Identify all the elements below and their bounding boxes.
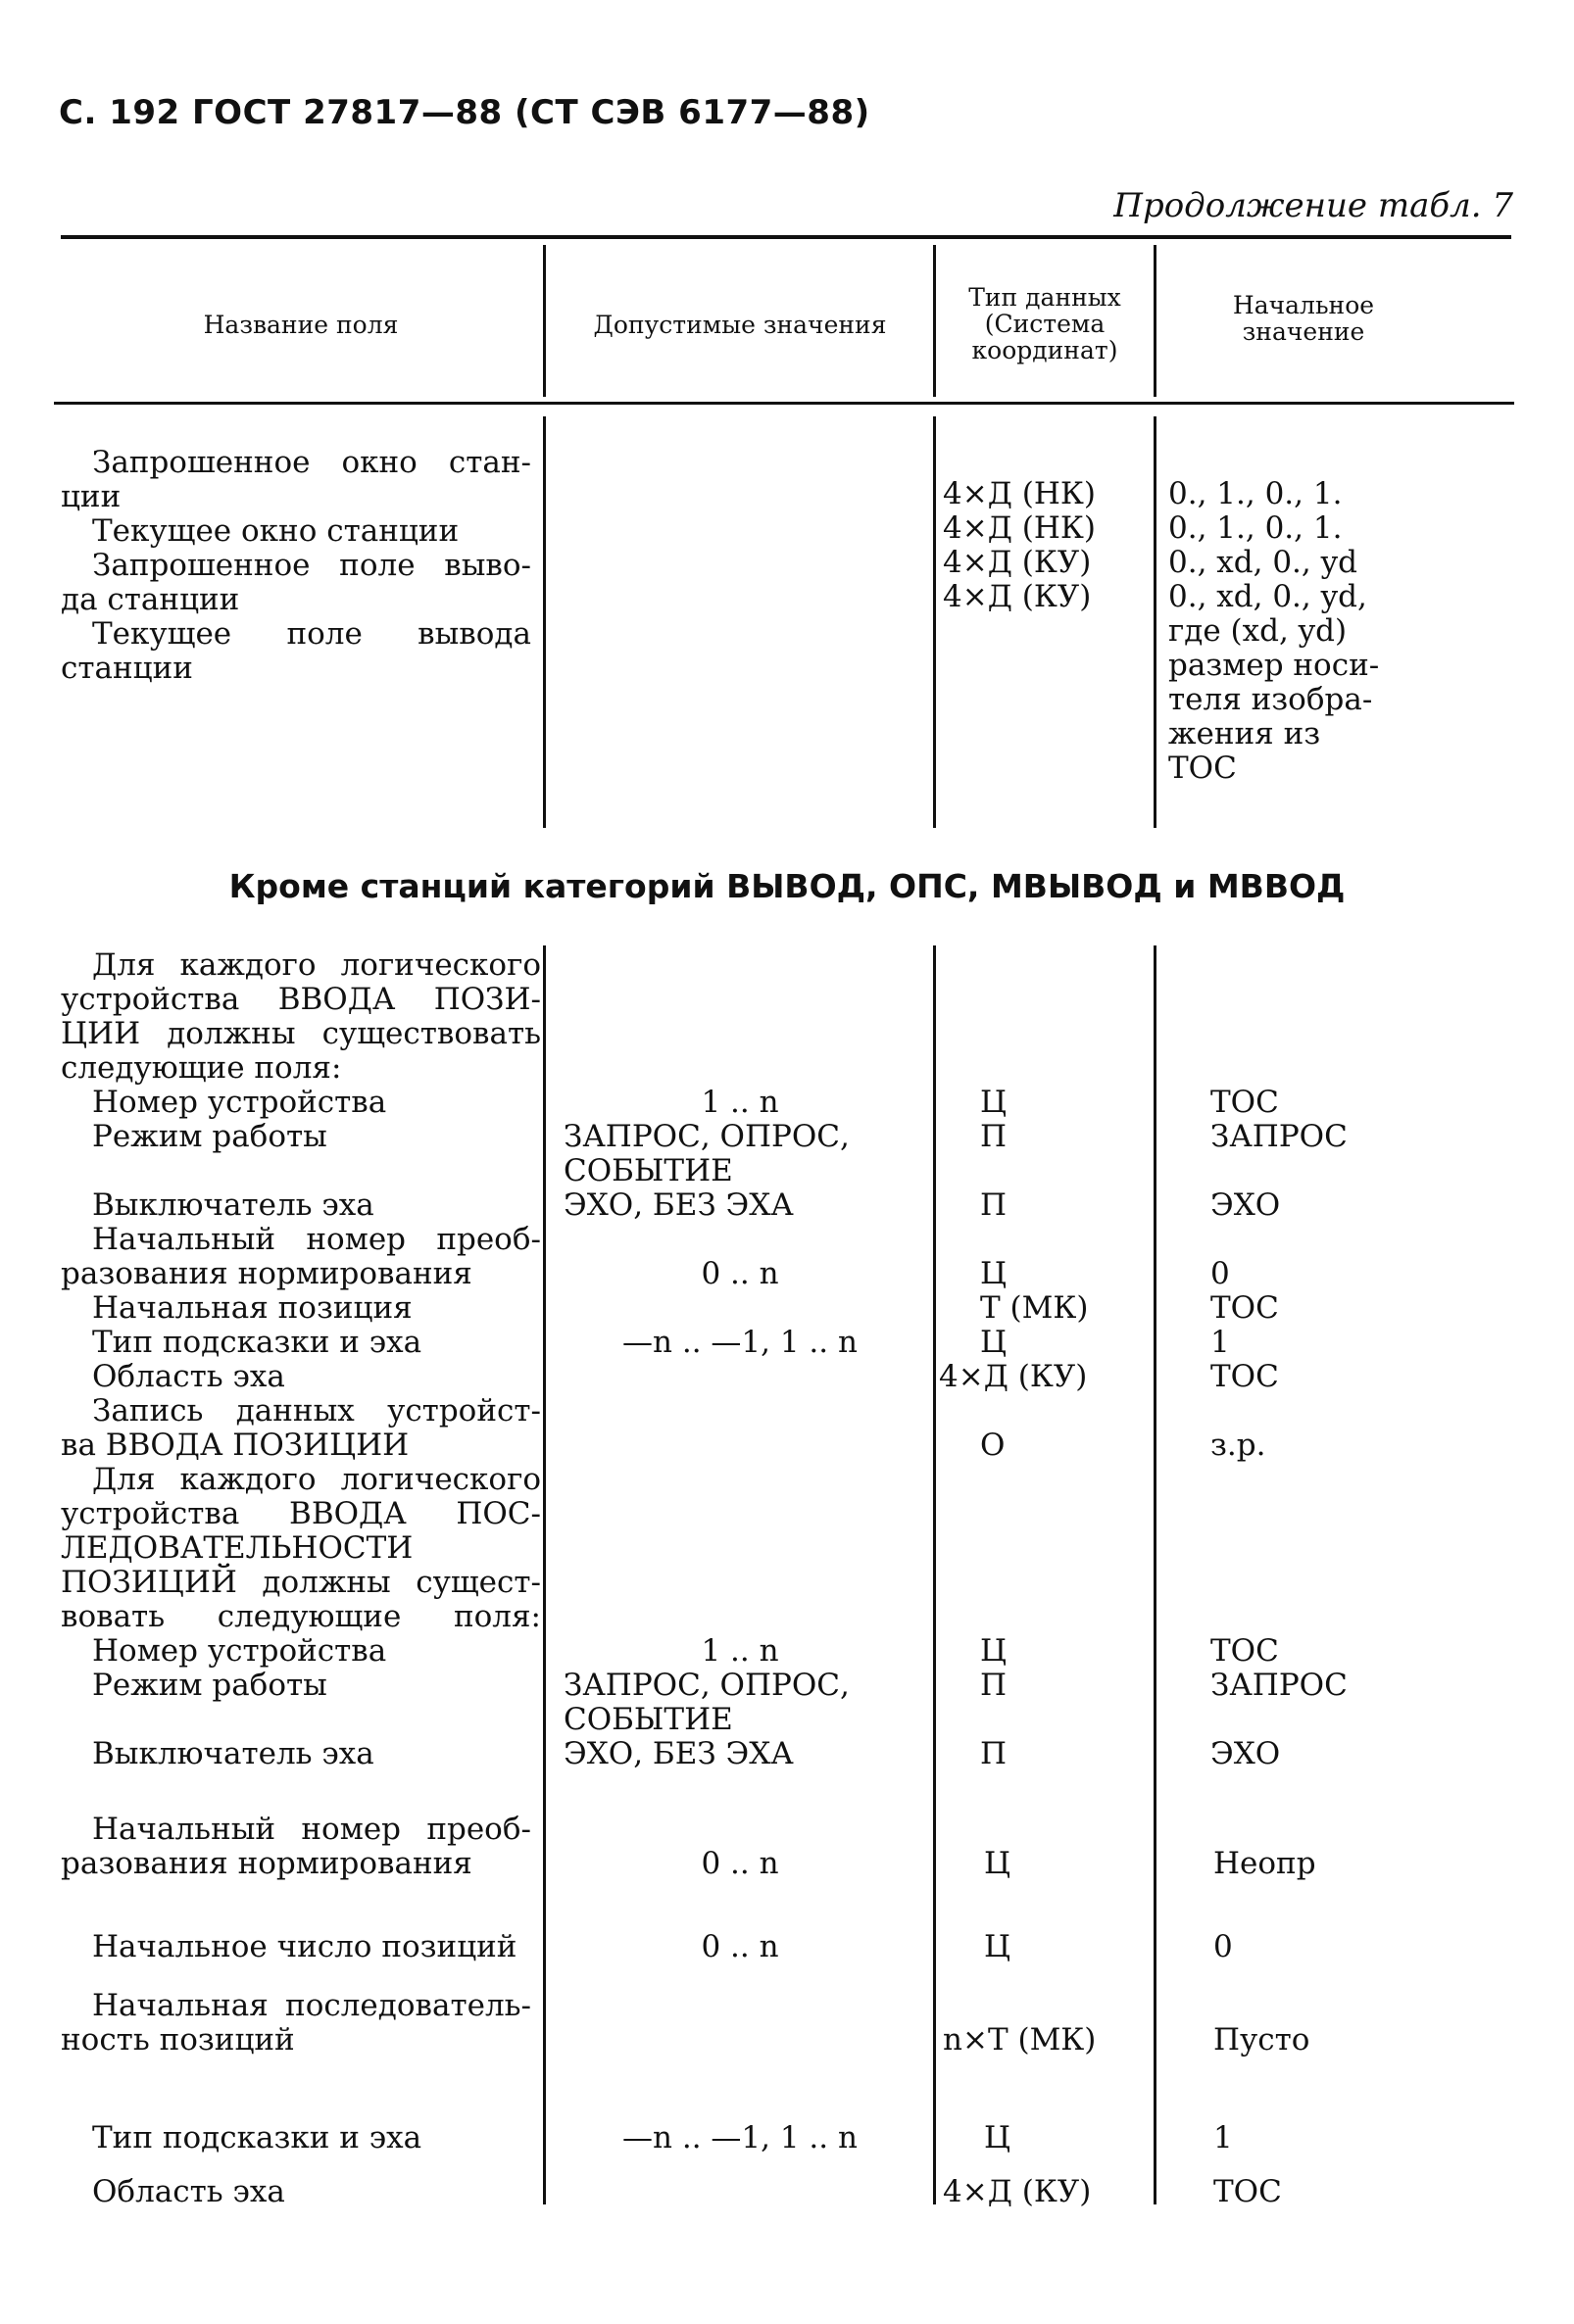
allowed-value: —n .. —1, 1 .. n xyxy=(622,1325,858,1360)
allowed-value: ЭХО, БЕЗ ЭХА xyxy=(564,1187,794,1223)
initial-value: ТОС xyxy=(1210,1290,1279,1326)
field-name-line: Начальная позиция xyxy=(92,1290,413,1326)
initial-value: Пусто xyxy=(1213,2022,1310,2058)
data-type: Ц xyxy=(984,1929,1011,1964)
data-type: 4×Д (КУ) xyxy=(939,1359,1088,1394)
data-type: Ц xyxy=(980,1256,1008,1291)
field-name-line: Начальная последователь- xyxy=(92,1988,531,2023)
allowed-value: ЭХО, БЕЗ ЭХА xyxy=(564,1736,794,1771)
block1-divider-2 xyxy=(933,416,936,828)
page-header: С. 192 ГОСТ 27817—88 (СТ СЭВ 6177—88) xyxy=(59,93,870,132)
field-name-line: следующие поля: xyxy=(61,1050,342,1086)
initial-value: ЗАПРОС xyxy=(1210,1668,1348,1703)
header-line: координат) xyxy=(971,336,1118,364)
initial-value: теля изобра- xyxy=(1168,682,1373,717)
data-type: Ц xyxy=(980,1325,1008,1360)
allowed-value: 0 .. n xyxy=(701,1846,779,1881)
field-name-line: Начальное число позиций xyxy=(92,1929,517,1964)
column-header-name: Название поля xyxy=(203,311,399,339)
header-divider-1 xyxy=(543,245,546,397)
field-name-line: Выключатель эха xyxy=(92,1736,374,1771)
header-divider-2 xyxy=(933,245,936,397)
allowed-value: 1 .. n xyxy=(701,1085,779,1120)
allowed-value: 1 .. n xyxy=(701,1633,779,1669)
field-name-line: Выключатель эха xyxy=(92,1187,374,1223)
field-name-line: Номер устройства xyxy=(92,1085,387,1120)
column-header-values: Допустимые значения xyxy=(593,311,887,339)
field-name-line: устройства ВВОДА ПОС- xyxy=(61,1496,541,1531)
initial-value: 0., xd, 0., yd xyxy=(1168,545,1357,580)
field-name-line: Запрошенное поле выво- xyxy=(92,548,531,583)
allowed-value: 0 .. n xyxy=(701,1256,779,1291)
data-type: П xyxy=(980,1668,1008,1703)
field-name-line: Номер устройства xyxy=(92,1633,387,1669)
allowed-value: СОБЫТИЕ xyxy=(564,1153,733,1188)
initial-value: ЭХО xyxy=(1210,1736,1281,1771)
field-name-line: ность позиций xyxy=(61,2022,295,2058)
initial-value: 0 xyxy=(1213,1929,1233,1964)
field-name-line: Начальный номер преоб- xyxy=(92,1222,541,1257)
data-type: П xyxy=(980,1187,1008,1223)
initial-value: ТОС xyxy=(1213,2174,1282,2209)
table-top-rule xyxy=(61,235,1511,239)
data-type: П xyxy=(980,1736,1008,1771)
initial-value: 1 xyxy=(1213,2120,1233,2155)
initial-value: жения из xyxy=(1168,716,1321,751)
data-type: 4×Д (КУ) xyxy=(943,545,1092,580)
field-name-line: ЦИИ должны существовать xyxy=(61,1016,541,1051)
section-title: Кроме станций категорий ВЫВОД, ОПС, МВЫВОД и МВВОД xyxy=(228,867,1346,905)
field-name-line: Для каждого логического xyxy=(92,947,541,983)
initial-value: ТОС xyxy=(1210,1359,1279,1394)
data-type: n×Т (МК) xyxy=(943,2022,1097,2058)
initial-value: где (xd, yd) xyxy=(1168,613,1348,649)
field-name-line: Для каждого логического xyxy=(92,1462,541,1497)
data-type: 4×Д (НК) xyxy=(943,510,1096,546)
field-name-line: разования нормирования xyxy=(61,1256,472,1291)
header-bottom-rule xyxy=(54,402,1514,405)
block3-rows xyxy=(0,1813,1574,2224)
field-name-line: ЛЕДОВАТЕЛЬНОСТИ xyxy=(61,1530,414,1566)
field-name-line: разования нормирования xyxy=(61,1846,472,1881)
data-type: О xyxy=(980,1428,1006,1463)
field-name-line: Режим работы xyxy=(92,1668,327,1703)
data-type: Ц xyxy=(984,2120,1011,2155)
block1-divider-3 xyxy=(1154,416,1156,828)
data-type: 4×Д (КУ) xyxy=(943,2174,1092,2209)
field-name-line: станции xyxy=(61,651,193,686)
allowed-value: 0 .. n xyxy=(701,1929,779,1964)
allowed-value: СОБЫТИЕ xyxy=(564,1702,733,1737)
field-name-line: Тип подсказки и эха xyxy=(92,2120,422,2155)
field-name-line: Запрошенное окно стан- xyxy=(92,445,531,480)
field-name-line: устройства ВВОДА ПОЗИ- xyxy=(61,982,541,1017)
initial-value: 0., 1., 0., 1. xyxy=(1168,476,1343,511)
initial-value: ТОС xyxy=(1210,1633,1279,1669)
field-name-line: Тип подсказки и эха xyxy=(92,1325,422,1360)
field-name-line: ПОЗИЦИЙ должны сущест- xyxy=(61,1565,541,1600)
data-type: Т (МК) xyxy=(980,1290,1089,1326)
allowed-value: ЗАПРОС, ОПРОС, xyxy=(564,1668,850,1703)
column-header-initial xyxy=(1156,292,1451,345)
data-type: Ц xyxy=(980,1633,1008,1669)
initial-value: ТОС xyxy=(1168,750,1237,786)
initial-value: 1 xyxy=(1210,1325,1230,1360)
header-line: Начальное xyxy=(1232,291,1375,319)
field-name-line: Режим работы xyxy=(92,1119,327,1154)
data-type: 4×Д (НК) xyxy=(943,476,1096,511)
table-continuation-label: Продолжение табл. 7 xyxy=(1113,186,1513,225)
initial-value: з.р. xyxy=(1210,1428,1266,1463)
initial-value: 0., xd, 0., yd, xyxy=(1168,579,1367,614)
header-divider-3 xyxy=(1154,245,1156,397)
field-name-line: вовать следующие поля: xyxy=(61,1599,541,1634)
field-name-line: Область эха xyxy=(92,1359,285,1394)
field-name-line: ции xyxy=(61,479,122,514)
field-name-line: да станции xyxy=(61,582,240,617)
allowed-value: —n .. —1, 1 .. n xyxy=(622,2120,858,2155)
header-line: Тип данных xyxy=(968,283,1121,312)
field-name-line: Запись данных устройст- xyxy=(92,1393,541,1428)
initial-value: ЭХО xyxy=(1210,1187,1281,1223)
initial-value: размер носи- xyxy=(1168,648,1380,683)
initial-value: ТОС xyxy=(1210,1085,1279,1120)
initial-value: ЗАПРОС xyxy=(1210,1119,1348,1154)
block1-divider-1 xyxy=(543,416,546,828)
data-type: Ц xyxy=(980,1085,1008,1120)
field-name-line: Текущее поле вывода xyxy=(92,616,531,652)
field-name-line: ва ВВОДА ПОЗИЦИИ xyxy=(61,1428,410,1463)
data-type: 4×Д (КУ) xyxy=(943,579,1092,614)
data-type: П xyxy=(980,1119,1008,1154)
initial-value: 0 xyxy=(1210,1256,1230,1291)
header-line: значение xyxy=(1242,317,1365,346)
field-name-line: Текущее окно станции xyxy=(92,513,460,549)
allowed-value: ЗАПРОС, ОПРОС, xyxy=(564,1119,850,1154)
initial-value: 0., 1., 0., 1. xyxy=(1168,510,1343,546)
field-name-line: Область эха xyxy=(92,2174,285,2209)
header-line: (Система xyxy=(984,310,1106,338)
data-type: Ц xyxy=(984,1846,1011,1881)
initial-value: Неопр xyxy=(1213,1846,1316,1881)
field-name-line: Начальный номер преоб- xyxy=(92,1812,531,1847)
column-header-type xyxy=(936,284,1154,363)
